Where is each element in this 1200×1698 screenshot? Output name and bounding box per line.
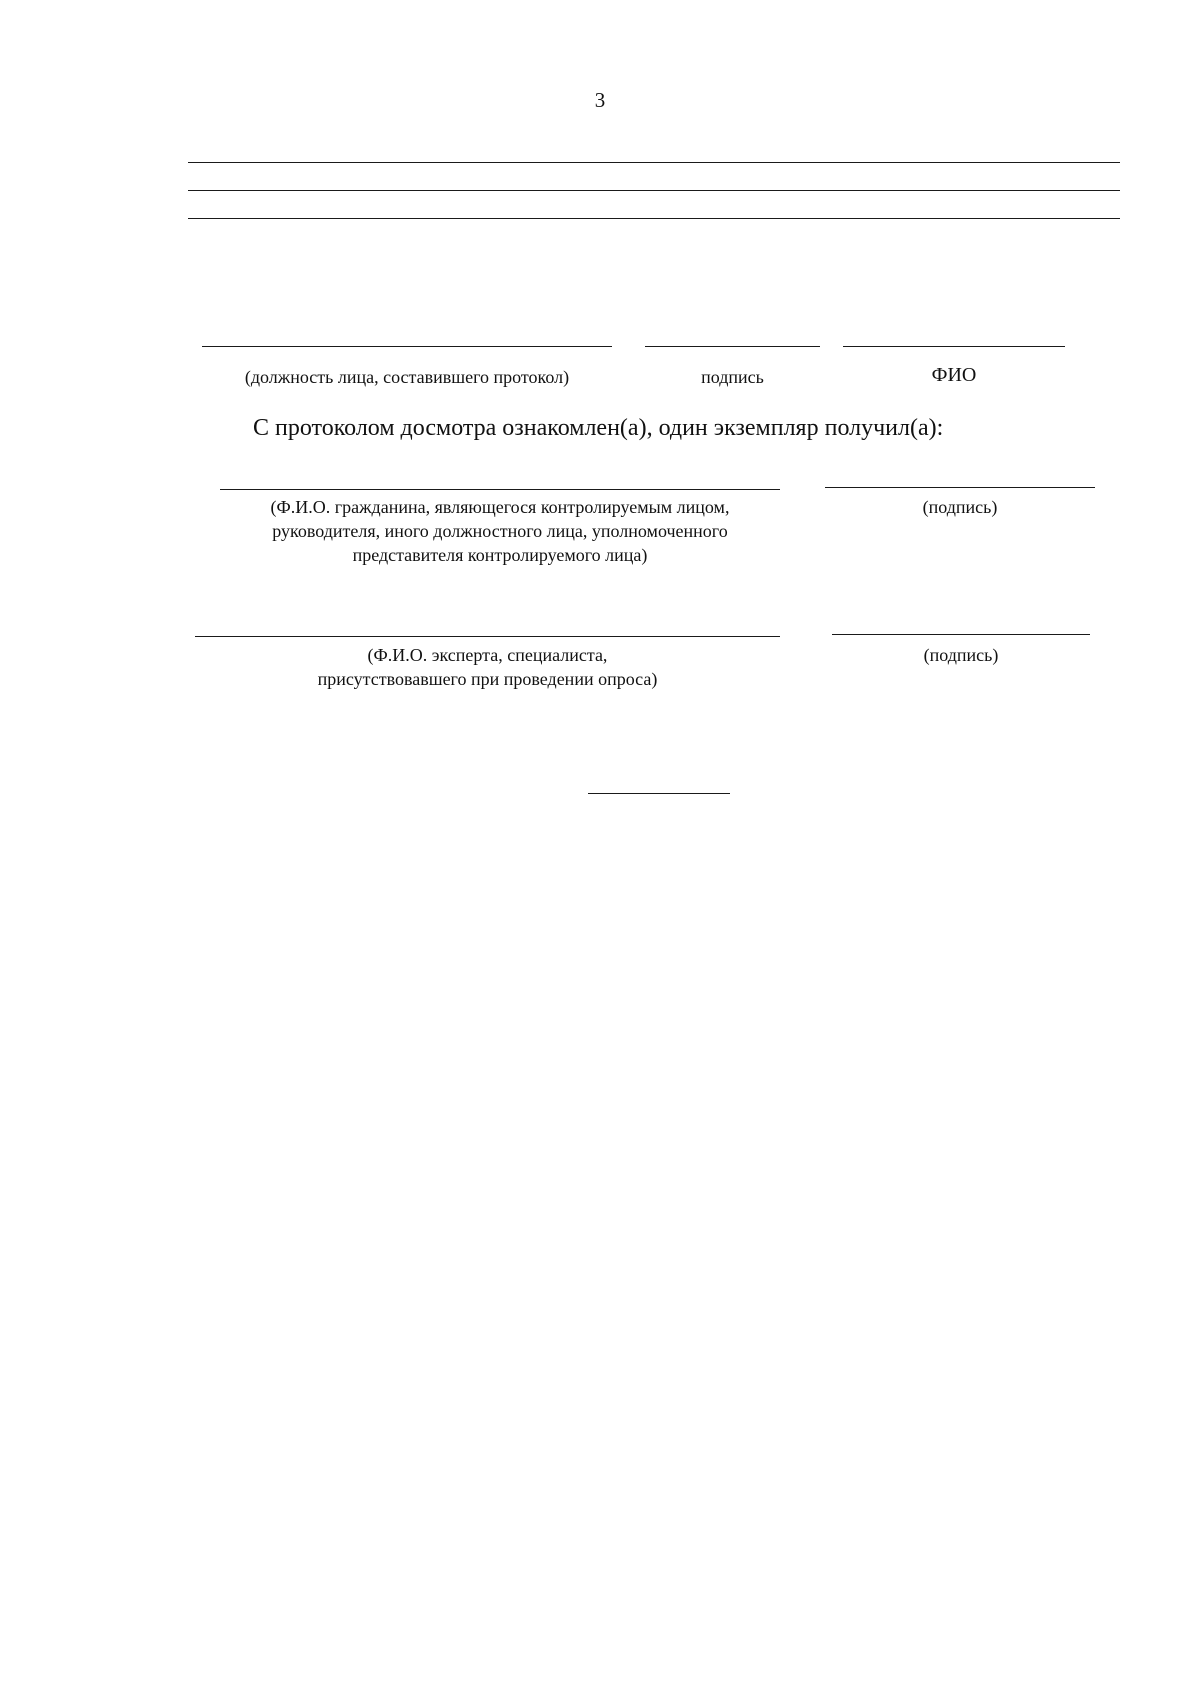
name-line bbox=[843, 346, 1065, 347]
name-caption: ФИО bbox=[931, 364, 977, 386]
expert-signature-line bbox=[832, 634, 1090, 635]
signature-line bbox=[645, 346, 820, 347]
position-line bbox=[202, 346, 612, 347]
end-separator-line bbox=[588, 793, 730, 794]
controlled-person-signature-caption: (подпись) bbox=[922, 497, 998, 517]
position-caption: (должность лица, составившего протокол) bbox=[244, 367, 570, 387]
expert-name-line bbox=[195, 636, 780, 637]
controlled-person-caption-line2: руководителя, иного должностного лица, уполномоченного bbox=[272, 521, 728, 541]
expert-caption-line1: (Ф.И.О. эксперта, специалиста, bbox=[367, 645, 608, 665]
blank-line-1 bbox=[188, 162, 1120, 163]
expert-caption-line2: присутствовавшего при проведении опроса) bbox=[317, 669, 658, 689]
acknowledgement-text: С протоколом досмотра ознакомлен(а), один экземпляр получил(а): bbox=[253, 415, 944, 441]
controlled-person-signature-line bbox=[825, 487, 1095, 488]
blank-line-3 bbox=[188, 218, 1120, 219]
signature-caption: подпись bbox=[701, 367, 764, 387]
controlled-person-caption-line3: представителя контролируемого лица) bbox=[352, 545, 648, 565]
controlled-person-caption-line1: (Ф.И.О. гражданина, являющегося контролируемым лицом, bbox=[270, 497, 730, 517]
controlled-person-name-line bbox=[220, 489, 780, 490]
page-number: 3 bbox=[594, 88, 606, 112]
blank-line-2 bbox=[188, 190, 1120, 191]
expert-signature-caption: (подпись) bbox=[923, 645, 999, 665]
